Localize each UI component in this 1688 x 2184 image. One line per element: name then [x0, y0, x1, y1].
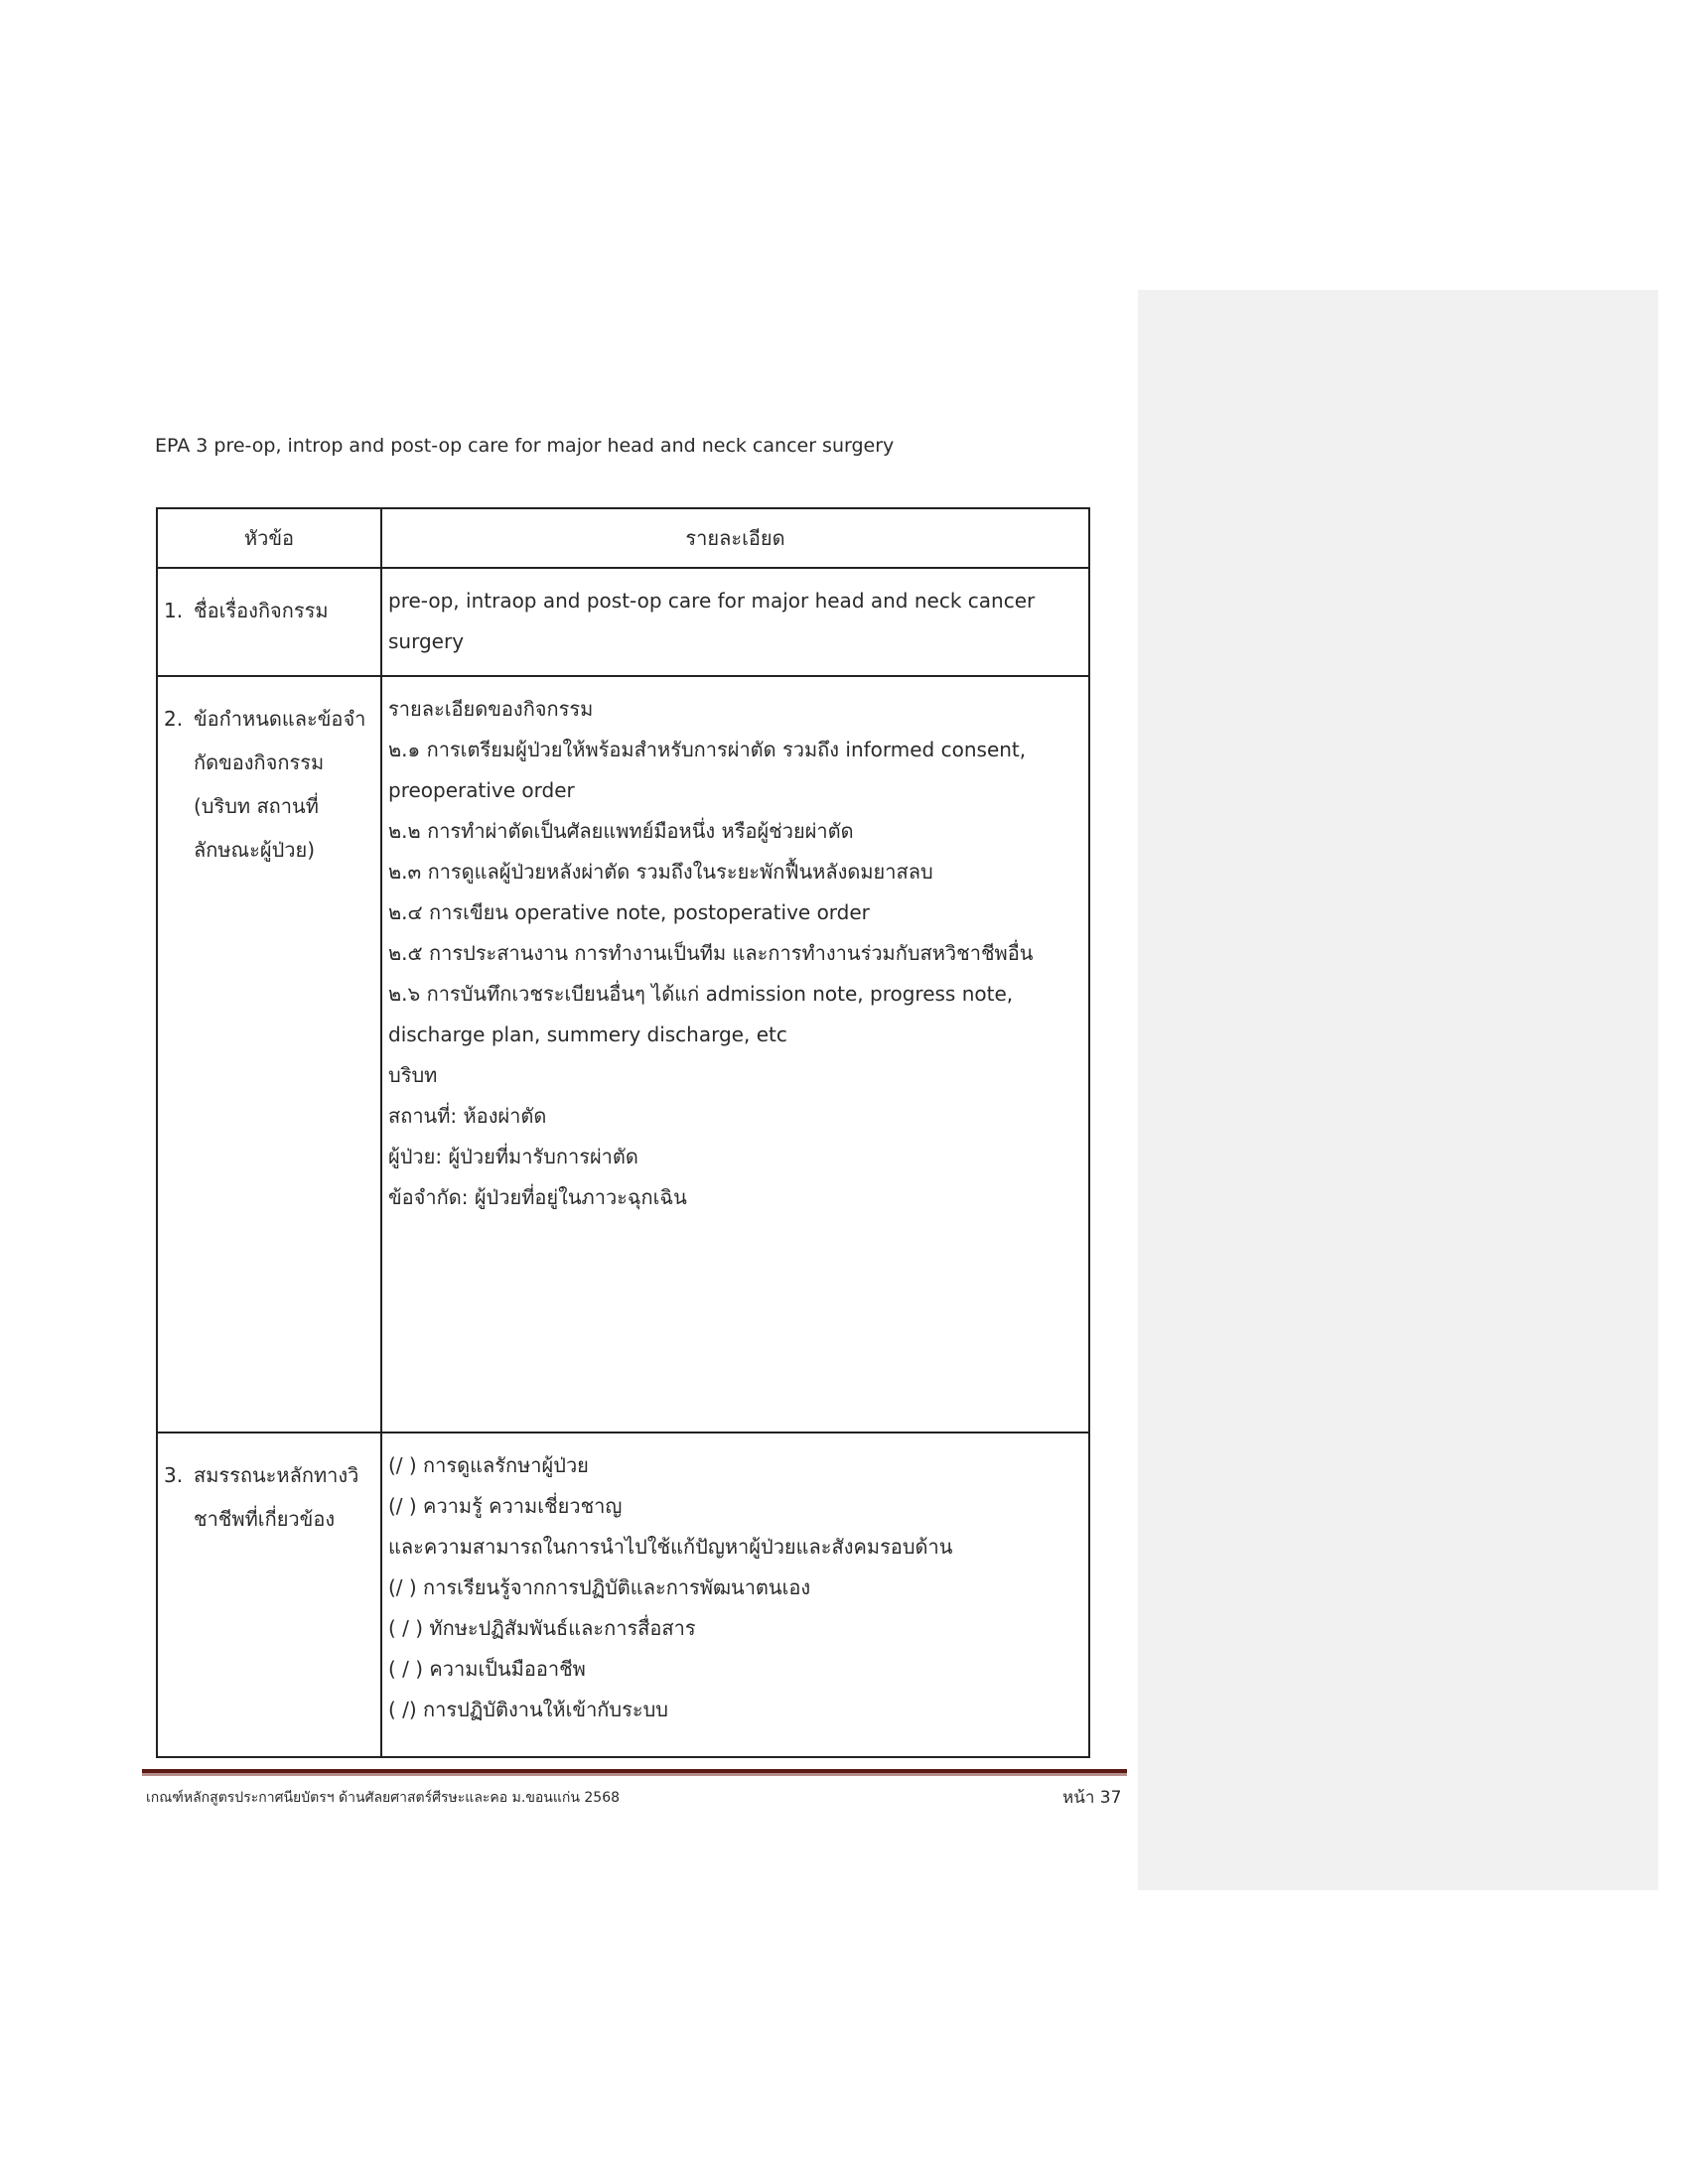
detail-line: ๒.๑ การเตรียมผู้ป่วยให้พร้อมสำหรับการผ่าตัด รวมถึง informed consent,: [388, 738, 1027, 761]
row-number: 2.: [164, 707, 184, 731]
topic-cell: [157, 676, 381, 1433]
competency-line: ( / ) ทักษะปฏิสัมพันธ์และการสื่อสาร: [388, 1616, 696, 1640]
detail-line: ผู้ป่วย: ผู้ป่วยที่มารับการผ่าตัด: [388, 1145, 638, 1168]
topic-line: ชื่อเรื่องกิจกรรม: [194, 599, 329, 622]
detail-line: ๒.๓ การดูแลผู้ป่วยหลังผ่าตัด รวมถึงในระยะพักฟื้นหลังดมยาสลบ: [388, 860, 933, 884]
detail-line: รายละเอียดของกิจกรรม: [388, 697, 594, 721]
table-row: [157, 676, 1089, 1433]
detail-line: preoperative order: [388, 778, 575, 802]
detail-line: ข้อจำกัด: ผู้ป่วยที่อยู่ในภาวะฉุกเฉิน: [388, 1185, 687, 1209]
detail-line: ๒.๖ การบันทึกเวชระเบียนอื่นๆ ได้แก่ admission note, progress note,: [388, 982, 1014, 1006]
header-topic: หัวข้อ: [157, 508, 381, 568]
comment-pane: [1138, 290, 1658, 1890]
topic-line: ข้อกำหนดและข้อจำ: [194, 707, 366, 731]
detail-line: ๒.๒ การทำผ่าตัดเป็นศัลยแพทย์มือหนึ่ง หรือผู้ช่วยผ่าตัด: [388, 819, 854, 843]
table-row: [157, 568, 1089, 676]
topic-cell: [157, 568, 381, 676]
detail-line: surgery: [388, 629, 465, 653]
details-cell: [381, 568, 1089, 676]
row-number: 3.: [164, 1463, 184, 1487]
topic-line: กัดของกิจกรรม: [194, 751, 325, 774]
topic-line: ชาชีพที่เกี่ยวข้อง: [194, 1507, 336, 1531]
detail-line: สถานที่: ห้องผ่าตัด: [388, 1104, 547, 1128]
row-number: 1.: [164, 599, 184, 622]
detail-line: ๒.๔ การเขียน operative note, postoperative order: [388, 900, 870, 924]
header-details: รายละเอียด: [381, 508, 1089, 568]
competency-line: (/ ) การดูแลรักษาผู้ป่วย: [388, 1453, 589, 1477]
competency-line: (/ ) ความรู้ ความเชี่ยวชาญ: [388, 1494, 623, 1518]
detail-line: discharge plan, summery discharge, etc: [388, 1023, 787, 1046]
footer-text: เกณฑ์หลักสูตรประกาศนียบัตรฯ ด้านศัลยศาสตร์ศีรษะและคอ ม.ขอนแก่น 2568: [146, 1790, 621, 1806]
detail-line: บริบท: [388, 1063, 438, 1087]
epa-table: [156, 507, 1090, 1758]
details-cell: [381, 676, 1089, 1433]
topic-line: สมรรถนะหลักทางวิ: [194, 1463, 359, 1487]
competency-line: ( / ) ความเป็นมืออาชีพ: [388, 1657, 586, 1681]
detail-line: pre-op, intraop and post-op care for major head and neck cancer: [388, 589, 1036, 613]
footer-rule-shadow: [142, 1773, 1127, 1776]
details-cell: [381, 1433, 1089, 1757]
table-header-row: [157, 508, 1089, 568]
competency-line: และความสามารถในการนำไปใช้แก้ปัญหาผู้ป่วยและสังคมรอบด้าน: [388, 1535, 953, 1559]
topic-line: (บริบท สถานที่: [194, 794, 319, 818]
topic-cell: [157, 1433, 381, 1757]
page-number: หน้า 37: [1062, 1788, 1122, 1808]
document-title: EPA 3 pre-op, introp and post-op care for major head and neck cancer surgery: [155, 435, 895, 457]
table-row: [157, 1433, 1089, 1757]
detail-line: ๒.๕ การประสานงาน การทำงานเป็นทีม และการทำงานร่วมกับสหวิชาชีพอื่น: [388, 941, 1034, 965]
competency-line: ( /) การปฏิบัติงานให้เข้ากับระบบ: [388, 1698, 668, 1721]
topic-line: ลักษณะผู้ป่วย): [194, 838, 316, 862]
competency-line: (/ ) การเรียนรู้จากการปฏิบัติและการพัฒนาตนเอง: [388, 1575, 811, 1599]
